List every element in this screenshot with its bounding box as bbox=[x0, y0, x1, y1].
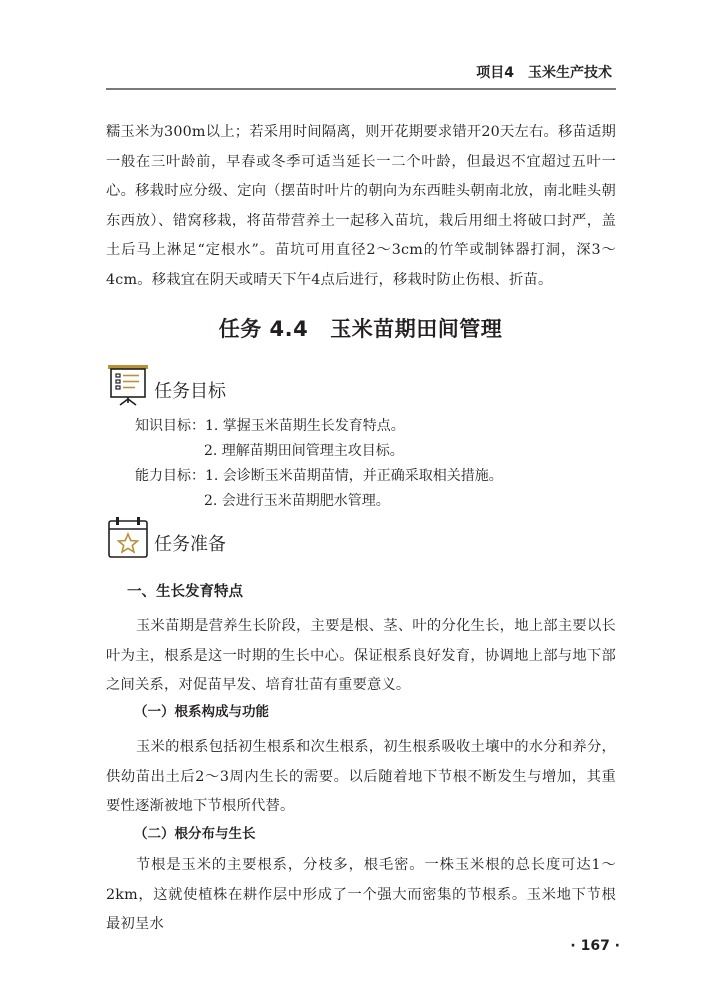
preparation-section-label: 任务准备 bbox=[154, 534, 226, 555]
heading-growth-characteristics: 一、生长发育特点 bbox=[127, 584, 243, 600]
knowledge-goal-label: 知识目标： bbox=[135, 418, 205, 434]
knowledge-goal-item: 2. 理解苗期田间管理主攻目标。 bbox=[204, 443, 404, 459]
page-number: · 167 · bbox=[570, 938, 620, 954]
task-name: 玉米苗期田间管理 bbox=[330, 317, 503, 341]
intro-paragraph: 糯玉米为300m以上；若采用时间隔离，则开花期要求错开20天左右。移苗适期一般在三叶龄前，早春或冬季可适当延长一二个叶龄，但最迟不宜超过五叶一心。移栽时应分级、定向（摆苗时叶片的朝向为东西畦头朝南北放，南北畦头朝东西放）、错窝移栽，将苗带营养土一起移入苗坑，栽后用细土将破口封严，盖土后马上淋足“定根水”。苗坑可用直径2～3cm的竹竿或制钵器打洞，深3～4cm。移栽宜在阴天或晴天下午4点后进行，移栽时防止伤根、折苗。 bbox=[106, 124, 616, 288]
goals-section-label: 任务目标 bbox=[154, 381, 226, 402]
subheading-root-distribution: （二）根分布与生长 bbox=[134, 826, 256, 842]
paragraph-nodal-roots: 节根是玉米的主要根系，分枝多，根毛密。一株玉米根的总长度可达1～2km，这就使植株在耕作层中形成了一个强大而密集的节根系。玉米地下节根最初呈水 bbox=[106, 857, 616, 932]
task-title bbox=[0, 313, 721, 343]
task-number: 任务 4.4 bbox=[218, 317, 309, 341]
knowledge-goal-row bbox=[135, 416, 405, 436]
presentation-board-icon bbox=[106, 363, 150, 411]
ability-goal-item: 2. 会进行玉米苗期肥水管理。 bbox=[204, 493, 390, 509]
ability-goal-row bbox=[135, 466, 503, 486]
header-rule bbox=[106, 88, 616, 90]
ability-goal-label: 能力目标： bbox=[135, 468, 205, 484]
ability-goal-item: 1. 会诊断玉米苗期苗情，并正确采取相关措施。 bbox=[205, 468, 503, 484]
subheading-root-structure: （一）根系构成与功能 bbox=[134, 704, 269, 720]
paragraph-growth: 玉米苗期是营养生长阶段，主要是根、茎、叶的分化生长，地上部主要以长叶为主，根系是这一时期的生长中心。保证根系良好发育，协调地上部与地下部之间关系，对促苗早发、培育壮苗有重要意义。 bbox=[106, 618, 616, 693]
calendar-star-icon bbox=[106, 515, 150, 565]
header-title: 玉米生产技术 bbox=[528, 65, 612, 81]
paragraph-root-system: 玉米的根系包括初生根系和次生根系，初生根系吸收土壤中的水分和养分，供幼苗出土后2～3周内生长的需要。以后随着地下节根不断发生与增加，其重要性逐渐被地下节根所代替。 bbox=[106, 739, 616, 814]
knowledge-goal-item: 1. 掌握玉米苗期生长发育特点。 bbox=[205, 418, 405, 434]
header-project: 项目4 bbox=[476, 65, 514, 81]
running-header bbox=[0, 62, 612, 86]
